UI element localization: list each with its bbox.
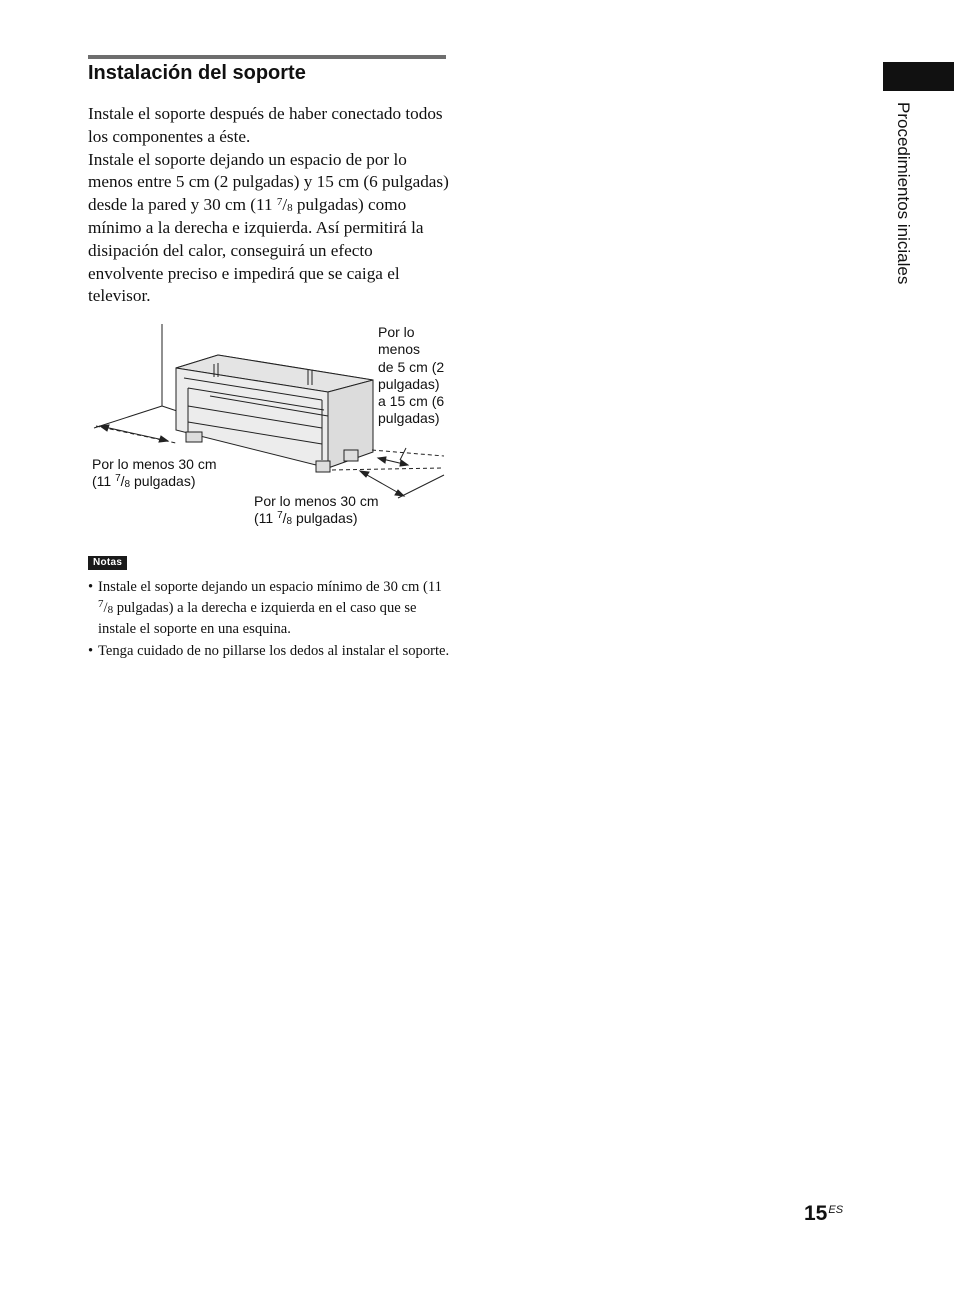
note1-text-a: Instale el soporte dejando un espacio mínimo de 30 cm (11: [98, 579, 442, 595]
side-section-label: Procedimientos iniciales: [894, 102, 913, 285]
page-number-value: 15: [804, 1202, 828, 1225]
left-fraction-num: 7: [115, 473, 121, 485]
page-number: [804, 1202, 843, 1226]
left-distance-line1: Por lo menos 30 cm: [92, 456, 217, 472]
right-fraction-den: 8: [286, 516, 293, 528]
intro-paragraph: Instale el soporte después de haber conectado todos los componentes a éste.: [88, 104, 443, 146]
body-text: [88, 103, 450, 308]
wall-distance-label: Por lo menos de 5 cm (2 pulgadas) a 15 cm (6 pulgadas): [378, 324, 445, 427]
notes-list: [88, 577, 450, 663]
right-distance-suffix: pulgadas): [292, 510, 358, 527]
section-tab-marker: [883, 62, 954, 91]
left-distance-suffix: pulgadas): [130, 473, 196, 490]
page-language-suffix: ES: [828, 1204, 844, 1216]
spacing-text-a: Instale el soporte dejando un espacio de por lo menos entre 5 cm (2 pulgadas) y 15 cm (6 pulgadas) desde la pared y 30 cm (11: [88, 149, 449, 215]
note1-text-b: pulgadas) a la derecha e izquierda en el caso que se instale el soporte en una esquina.: [98, 599, 417, 637]
right-fraction-num: 7: [277, 510, 283, 522]
note-item: • Instale el soporte dejando un espacio mínimo de 30 cm (11 $^7/_8$ pulgadas) a la derecha e izquierda en el caso que se instale el soporte en una esquina.: [88, 577, 450, 639]
fraction-denominator: 8: [287, 202, 293, 215]
notes-badge: Notas: [88, 556, 127, 570]
fraction-numerator: 7: [276, 196, 283, 209]
stand-installation-figure: [88, 320, 450, 535]
right-distance-prefix: (11: [254, 510, 278, 527]
heading-rule: [88, 55, 446, 59]
right-distance-line1: Por lo menos 30 cm: [254, 493, 379, 509]
left-distance-label: Por lo menos 30 cm (11 $^7/_8$ pulgadas): [92, 456, 217, 491]
left-fraction-den: 8: [124, 479, 131, 491]
note1-fraction-den: 8: [107, 603, 114, 616]
spacing-text-b: pulgadas) como mínimo a la derecha e izquierda. Así permitirá la disipación del calor, conseguirá un efecto envolvente preciso e impedirá que se caiga el televisor.: [88, 195, 424, 306]
note1-fraction-num: 7: [98, 597, 104, 610]
section-title: Instalación del soporte: [88, 62, 306, 84]
left-distance-prefix: (11: [92, 473, 116, 490]
spacing-paragraph: Instale el soporte dejando un espacio de por lo menos entre 5 cm (2 pulgadas) y 15 cm (6 pulgadas) desde la pared y 30 cm (11 $^7/_8$ pulgadas) como mínimo a la derecha e izquierda. Así permitirá la disipación del calor, conseguirá un efecto envolvente preciso e impedirá que se caiga el televisor.: [88, 149, 449, 306]
note-item: • Tenga cuidado de no pillarse los dedos al instalar el soporte.: [88, 641, 450, 662]
right-distance-label: Por lo menos 30 cm (11 $^7/_8$ pulgadas): [254, 493, 379, 528]
